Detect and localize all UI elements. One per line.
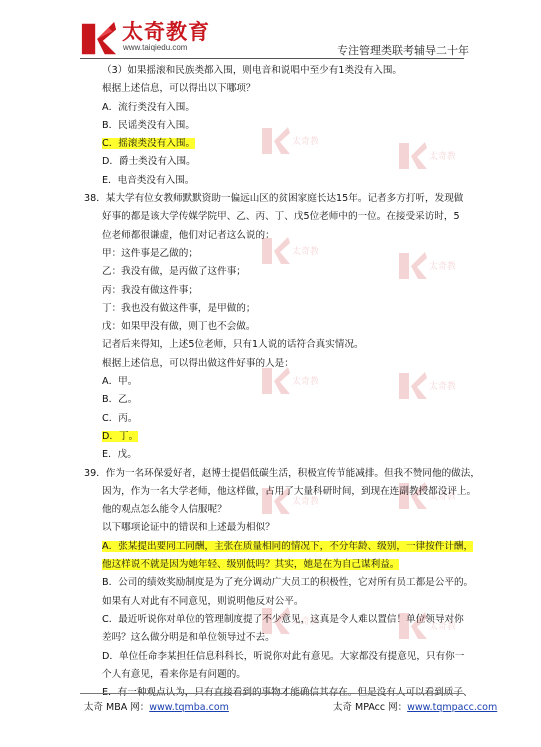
text-line bbox=[84, 391, 464, 409]
text-line bbox=[84, 208, 464, 226]
watermark-text: 太奇教 bbox=[292, 377, 318, 387]
line-text: D．单位任命李某担任信息科科长，听说你对此有意见。大家都没有提意见，只有你一 bbox=[102, 650, 465, 662]
line-text: 甲：这件事是乙做的； bbox=[102, 247, 198, 259]
line-text: 以下哪项论证中的错误和上述最为相似？ bbox=[102, 522, 275, 534]
text-line bbox=[84, 465, 480, 483]
text-line bbox=[84, 611, 464, 629]
line-text: 乙：我没有做，是丙做了这件事； bbox=[102, 266, 246, 278]
text-line bbox=[84, 263, 464, 281]
text-line bbox=[84, 172, 464, 190]
line-text: A．流行类没有入围。 bbox=[102, 101, 195, 113]
line-text: A．甲。 bbox=[102, 376, 138, 388]
text-line bbox=[84, 153, 464, 171]
text-line bbox=[84, 300, 464, 318]
text-line bbox=[84, 410, 464, 428]
line-text: E．有一种观点认为，只有直接看到的事物才能确信其存在。但是没有人可以看到质子、 bbox=[102, 687, 473, 699]
line-text: C．丙。 bbox=[102, 412, 138, 424]
brand-name: 太奇教育 bbox=[122, 20, 210, 44]
highlighted-answer: A．张某提出要同工同酬，主张在质量相同的情况下，不分年龄、级别，一律按件计酬， bbox=[102, 540, 474, 552]
watermark-text: 太奇教 bbox=[429, 622, 455, 632]
text-line bbox=[84, 318, 464, 336]
text-line bbox=[84, 666, 464, 684]
footer-right bbox=[333, 699, 497, 713]
brand-url[interactable]: www.taiqiedu.com bbox=[123, 43, 188, 52]
footer-left-link[interactable]: www.tqmba.com bbox=[149, 702, 229, 713]
text-line bbox=[84, 538, 474, 556]
line-text: 差吗？这么做分明是和单位领导过不去。 bbox=[102, 632, 275, 644]
text-line bbox=[84, 245, 464, 263]
text-line bbox=[84, 629, 464, 647]
text-line bbox=[84, 282, 464, 300]
document-body bbox=[84, 62, 480, 702]
line-text: 记者后来得知，上述5位老师，只有1人说的话符合真实情况。 bbox=[102, 339, 364, 351]
line-text: （3）如果摇滚和民族类都入围，则电音和说唱中至少有1类没有入围。 bbox=[102, 65, 403, 76]
header-divider bbox=[80, 58, 464, 59]
line-text: 戊：如果甲没有做，则丁也不会做。 bbox=[102, 321, 256, 333]
line-text: 个人有意见，看来你是有问题的。 bbox=[102, 668, 246, 680]
footer-left bbox=[84, 699, 229, 713]
line-text: 如果有人对此有不同意见，则说明他反对公平。 bbox=[102, 595, 304, 607]
highlighted-answer: 他这样说不就是因为她年轻、级别低吗？其实，她是在为自己谋利益。 bbox=[102, 559, 400, 571]
line-text: B．公司的绩效奖励制度是为了充分调动广大员工的积极性，它对所有员工都是公平的。 bbox=[102, 577, 474, 589]
line-text: 他的观点怎么能令人信服呢？ bbox=[102, 504, 227, 516]
text-line bbox=[84, 117, 464, 135]
footer-divider bbox=[80, 693, 464, 694]
text-line bbox=[84, 446, 464, 464]
line-text: 好事的都是该大学传媒学院甲、乙、丙、丁、戊5位老师中的一位。在接受采访时，5 bbox=[102, 211, 460, 223]
line-text: E．电音类没有入围。 bbox=[102, 174, 195, 186]
text-line bbox=[84, 135, 464, 153]
footer-right-label: 太奇 MPAcc 网： bbox=[333, 702, 408, 713]
text-line bbox=[84, 519, 464, 537]
watermark-text: 太奇教 bbox=[429, 262, 455, 272]
text-line bbox=[84, 190, 464, 208]
watermark-text: 太奇教 bbox=[429, 382, 455, 392]
line-text: C．最近听说你对单位的管理制度提了不少意见，这真是令人难以置信！单位领导对你 bbox=[102, 613, 464, 625]
line-text: 39．作为一名环保爱好者，赵博士提倡低碳生活，积极宣传节能减排。但我不赞同他的做法， bbox=[84, 467, 480, 479]
line-text: 根据上述信息，可以得出以下哪项？ bbox=[102, 83, 256, 95]
text-line bbox=[84, 483, 477, 501]
text-line bbox=[84, 574, 474, 592]
text-line bbox=[84, 62, 464, 80]
line-text: B．民谣类没有入围。 bbox=[102, 119, 195, 131]
line-text: 位老师都很谦虚，他们对记者这么说的： bbox=[102, 229, 275, 241]
page-header bbox=[0, 0, 541, 70]
text-line bbox=[84, 593, 464, 611]
text-line bbox=[84, 80, 464, 98]
line-text: D．爵士类没有入围。 bbox=[102, 156, 196, 168]
highlighted-answer: C．摇滚类没有入围。 bbox=[102, 138, 196, 150]
footer-right-link[interactable]: www.tqmpacc.com bbox=[407, 702, 498, 713]
text-line bbox=[84, 355, 464, 373]
header-tagline: 专注管理类联考辅导二十年 bbox=[337, 44, 469, 57]
watermark-text: 太奇教 bbox=[292, 497, 318, 507]
brand-logo-icon bbox=[80, 20, 118, 58]
line-text: B．乙。 bbox=[102, 394, 138, 406]
watermark-text: 太奇教 bbox=[429, 152, 455, 162]
line-text: E．戊。 bbox=[102, 449, 137, 461]
line-text: 丙：我没有做这件事； bbox=[102, 284, 198, 296]
text-line bbox=[84, 373, 464, 391]
watermark-text: 太奇教 bbox=[429, 492, 455, 502]
line-text: 38．某大学有位女教师默默资助一偏远山区的贫困家庭长达15年。记者多方打听，发现做 bbox=[84, 193, 464, 205]
text-line bbox=[84, 501, 464, 519]
watermark-text: 太奇教 bbox=[292, 137, 318, 147]
text-line bbox=[84, 99, 464, 117]
watermark-text: 太奇教 bbox=[292, 247, 318, 257]
highlighted-answer: D．丁。 bbox=[102, 430, 139, 442]
line-text: 根据上述信息，可以得出做这件好事的人是： bbox=[102, 357, 294, 369]
text-line bbox=[84, 428, 464, 446]
text-line bbox=[84, 227, 464, 245]
text-line bbox=[84, 556, 464, 574]
line-text: 丁：我也没有做这件事，是甲做的； bbox=[102, 302, 256, 314]
text-line bbox=[84, 648, 464, 666]
text-line bbox=[84, 336, 464, 354]
watermark-text: 太奇教 bbox=[292, 617, 318, 627]
footer-left-label: 太奇 MBA 网： bbox=[84, 702, 150, 713]
line-text: 因为，作为一名大学老师，他这样做，占用了大量科研时间，到现在连副教授都没评上。 bbox=[102, 485, 477, 497]
